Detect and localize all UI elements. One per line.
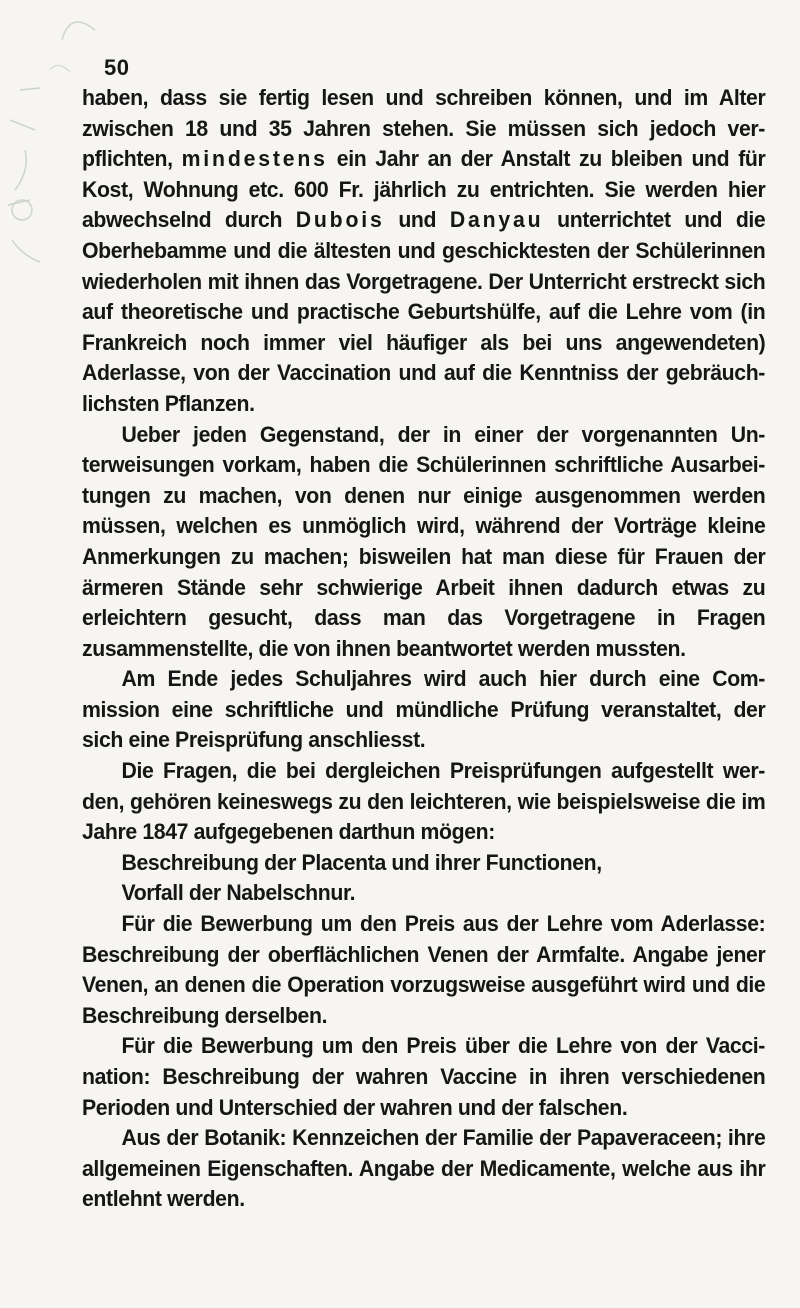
text-run: Für die Bewerbung um den Preis über die Lehre von der Vaccination: Beschreibung der wahren Vaccine in ihren verschiedenen Perioden und Unterschied der wahren und der falschen. — [82, 1033, 766, 1120]
paragraph — [82, 83, 765, 420]
paragraph — [82, 878, 765, 909]
body-text — [82, 83, 765, 1215]
paragraph — [82, 848, 765, 879]
emphasized-name: mindestens — [181, 146, 328, 172]
text-run: Ueber jeden Gegenstand, der in einer der vorgenannten Unterweisungen vorkam, haben die Schülerinnen schriftliche Ausarbeitungen zu machen, von denen nur einige ausgenommen werden müssen, welchen es unmöglich wird, während der Vorträge kleine Anmerkungen zu machen; bisweilen hat man diese für Frauen der ärmeren Stände sehr schwierige Arbeit ihnen dadurch etwas zu erleichtern gesucht, dass man das Vorgetragene in Fragen zusammenstellte, die von ihnen beantwortet werden mussten. — [82, 421, 766, 661]
paragraph — [82, 756, 765, 848]
text-run: ein Jahr an der Anstalt zu bleiben und für Kost, Wohnung etc. 600 Fr. jährlich zu entrichten. Sie werden hier abwechselnd durch — [82, 146, 766, 233]
text-run: Beschreibung der Placenta und ihrer Functionen, — [121, 849, 602, 875]
paragraph — [82, 1123, 765, 1215]
text-run: Die Fragen, die bei dergleichen Preisprüfungen aufgestellt werden, gehören keineswegs zu den leichteren, wie beispielsweise die im Jahre 1847 aufgegebenen darthun mögen: — [82, 758, 766, 845]
emphasized-name: Dubois — [295, 207, 385, 233]
text-run: Am Ende jedes Schuljahres wird auch hier durch eine Commission eine schriftliche und mündliche Prüfung veranstaltet, der sich eine Preisprüfung anschliesst. — [82, 666, 766, 753]
text-run: und — [384, 207, 450, 233]
paragraph — [82, 420, 765, 665]
text-run: Aus der Botanik: Kennzeichen der Familie der Papaveraceen; ihre allgemeinen Eigenschaften. Angabe der Medicamente, welche aus ihr entlehnt werden. — [82, 1125, 766, 1212]
paragraph — [82, 909, 765, 1031]
emphasized-name: Danyau — [449, 207, 544, 233]
paragraph — [82, 664, 765, 756]
text-run: Vorfall der Nabelschnur. — [121, 880, 356, 906]
text-run: haben, dass sie fertig lesen und schreiben können, und im Alter zwischen 18 und 35 Jahren stehen. Sie müssen sich jedoch verpflichten, — [82, 85, 766, 172]
text-run: unterrichtet und die Oberhebamme und die ältesten und geschicktesten der Schülerinnen wiederholen mit ihnen das Vorgetragene. Der Unterricht erstreckt sich auf theoretische und practische Geburtshülfe, auf die Lehre vom (in Frankreich noch immer viel häufiger als bei uns angewendeten) Aderlasse, von der Vaccination und auf die Kenntniss der gebräuchlichsten Pflanzen. — [82, 207, 766, 416]
text-run: Für die Bewerbung um den Preis aus der Lehre vom Aderlasse: Beschreibung der oberflächlichen Venen der Armfalte. Angabe jener Venen, an denen die Operation vorzugsweise ausgeführt wird und die Beschreibung derselben. — [82, 911, 766, 1028]
page-number: 50 — [104, 55, 130, 80]
paragraph — [82, 1031, 765, 1123]
